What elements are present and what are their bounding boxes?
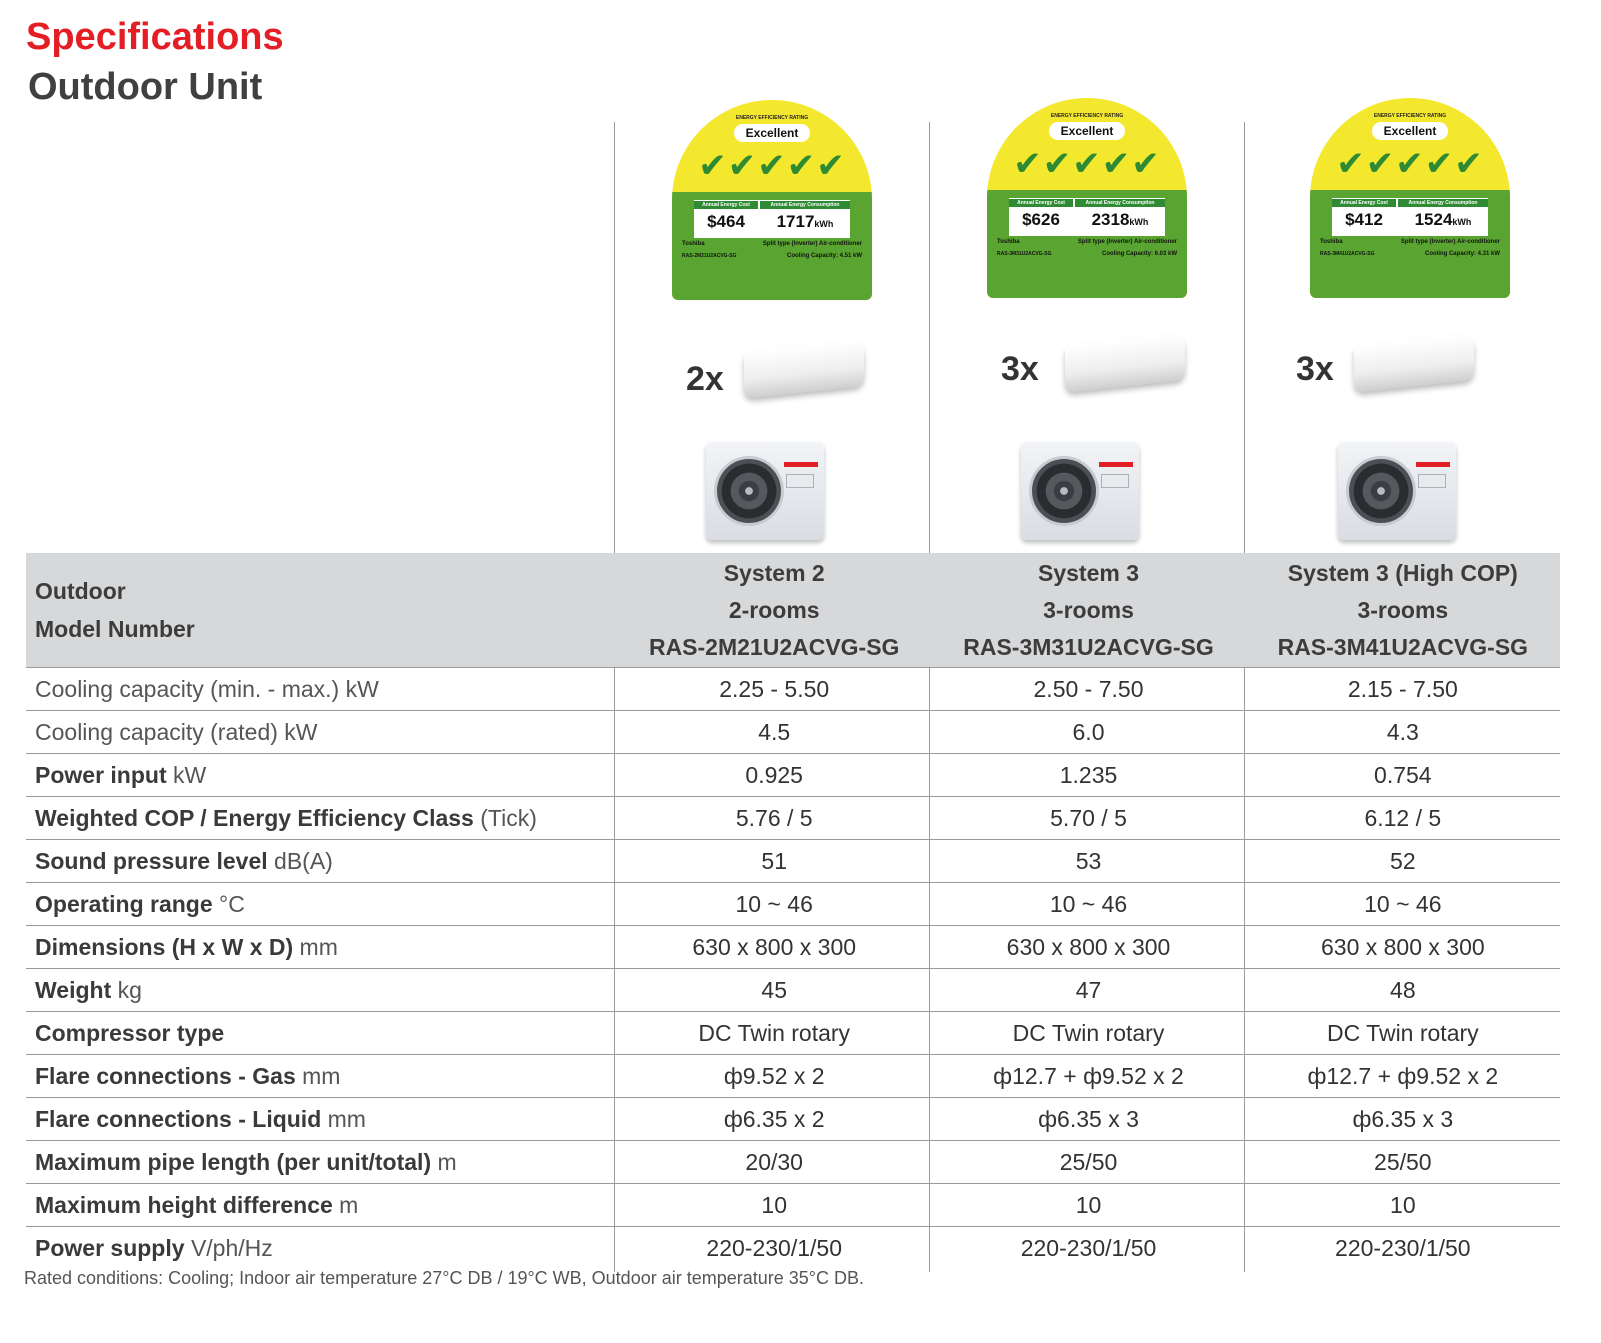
indoor-unit-quantity: 3x bbox=[1001, 350, 1039, 388]
header-system-3: System 3 3-rooms RAS-3M31U2ACVG-SG bbox=[963, 559, 1214, 660]
row-label: Cooling capacity (min. - max.) kW bbox=[26, 668, 617, 711]
table-cell: 1.235 bbox=[931, 754, 1245, 797]
row-label: Cooling capacity (rated) kW bbox=[26, 711, 617, 754]
indoor-unit-image bbox=[744, 346, 864, 401]
table-cell: 6.12 / 5 bbox=[1246, 797, 1560, 840]
table-cell: 5.70 / 5 bbox=[931, 797, 1245, 840]
footnote: Rated conditions: Cooling; Indoor air temperature 27°C DB / 19°C WB, Outdoor air temperature 35°C DB. bbox=[24, 1268, 864, 1288]
table-cell: 51 bbox=[617, 840, 931, 883]
row-label: Maximum pipe length (per unit/total) m bbox=[26, 1141, 617, 1184]
table-cell: ф12.7 + ф9.52 x 2 bbox=[931, 1055, 1245, 1098]
table-row bbox=[26, 1141, 1560, 1184]
rating-badge: Excellent bbox=[1372, 122, 1448, 140]
header-system-3-high-cop: System 3 (High COP) 3-rooms RAS-3M41U2ACVG-SG bbox=[1277, 559, 1529, 660]
row-label: Weighted COP / Energy Efficiency Class (Tick) bbox=[26, 797, 617, 840]
table-cell: 630 x 800 x 300 bbox=[1246, 926, 1560, 969]
table-cell: 5.76 / 5 bbox=[617, 797, 931, 840]
annual-energy-consumption: 2318kWh bbox=[1091, 210, 1149, 229]
indoor-unit-quantity: 3x bbox=[1296, 350, 1334, 388]
table-cell: ф6.35 x 3 bbox=[1246, 1098, 1560, 1141]
table-cell: 45 bbox=[617, 969, 931, 1012]
specifications-table-body bbox=[26, 668, 1560, 1270]
indoor-unit-quantity: 2x bbox=[686, 360, 724, 398]
indoor-unit-image bbox=[1065, 340, 1185, 395]
table-row bbox=[26, 1012, 1560, 1055]
table-cell: 220-230/1/50 bbox=[617, 1227, 931, 1270]
product-column-3 bbox=[1246, 88, 1566, 568]
table-cell: 10 bbox=[1246, 1184, 1560, 1227]
table-row bbox=[26, 840, 1560, 883]
energy-rating-label: ENERGY EFFICIENCY RATING Excellent ✔✔✔✔✔ Annual Energy Cost Annual Energy Consumption $626 2318kWh Toshiba Split type (Inverter) Air-conditioner RAS-3M31U2ACVG-SG Cooling Capacity: 6.03 kW bbox=[987, 98, 1187, 298]
table-cell: 53 bbox=[931, 840, 1245, 883]
rating-badge: Excellent bbox=[1049, 122, 1125, 140]
row-label: Operating range °C bbox=[26, 883, 617, 926]
table-cell: 630 x 800 x 300 bbox=[931, 926, 1245, 969]
header-system-2: System 2 2-rooms RAS-2M21U2ACVG-SG bbox=[648, 559, 900, 660]
tick-marks-icon: ✔✔✔✔✔ bbox=[1336, 145, 1484, 183]
row-label: Dimensions (H x W x D) mm bbox=[26, 926, 617, 969]
table-cell: 6.0 bbox=[931, 711, 1245, 754]
table-row bbox=[26, 1098, 1560, 1141]
table-cell: 25/50 bbox=[1246, 1141, 1560, 1184]
table-cell: 4.5 bbox=[617, 711, 931, 754]
table-cell: 48 bbox=[1246, 969, 1560, 1012]
table-row bbox=[26, 1184, 1560, 1227]
rating-badge: Excellent bbox=[734, 124, 810, 142]
energy-rating-label: ENERGY EFFICIENCY RATING Excellent ✔✔✔✔✔ Annual Energy Cost Annual Energy Consumption $412 1524kWh Toshiba Split type (Inverter) Air-conditioner RAS-3M41U2ACVG-SG Cooling Capacity: 4.31 kW bbox=[1310, 98, 1510, 298]
outdoor-unit-image bbox=[1021, 442, 1139, 540]
table-cell: ф12.7 + ф9.52 x 2 bbox=[1246, 1055, 1560, 1098]
fan-icon bbox=[714, 456, 784, 526]
table-cell: 220-230/1/50 bbox=[1246, 1227, 1560, 1270]
row-label: Power supply V/ph/Hz bbox=[26, 1227, 617, 1270]
row-label: Power input kW bbox=[26, 754, 617, 797]
annual-energy-consumption: 1717kWh bbox=[776, 212, 834, 231]
table-cell: 630 x 800 x 300 bbox=[617, 926, 931, 969]
table-cell: 10 bbox=[617, 1184, 931, 1227]
header-label-cell: Outdoor Model Number bbox=[35, 578, 195, 642]
table-cell: 10 ~ 46 bbox=[931, 883, 1245, 926]
table-row bbox=[26, 1227, 1560, 1270]
table-cell: DC Twin rotary bbox=[931, 1012, 1245, 1055]
table-cell: 25/50 bbox=[931, 1141, 1245, 1184]
annual-energy-consumption: 1524kWh bbox=[1414, 210, 1472, 229]
table-cell: 0.925 bbox=[617, 754, 931, 797]
table-cell: DC Twin rotary bbox=[1246, 1012, 1560, 1055]
table-row bbox=[26, 926, 1560, 969]
row-label: Weight kg bbox=[26, 969, 617, 1012]
annual-energy-cost: $412 bbox=[1345, 210, 1383, 229]
table-cell: 2.25 - 5.50 bbox=[617, 668, 931, 711]
tick-marks-icon: ✔✔✔✔✔ bbox=[1013, 145, 1161, 183]
row-label: Maximum height difference m bbox=[26, 1184, 617, 1227]
table-row bbox=[26, 1055, 1560, 1098]
table-row bbox=[26, 969, 1560, 1012]
table-cell: ф6.35 x 2 bbox=[617, 1098, 931, 1141]
outdoor-unit-image bbox=[1338, 442, 1456, 540]
table-cell: 220-230/1/50 bbox=[931, 1227, 1245, 1270]
table-cell: 20/30 bbox=[617, 1141, 931, 1184]
table-cell: DC Twin rotary bbox=[617, 1012, 931, 1055]
table-cell: 4.3 bbox=[1246, 711, 1560, 754]
product-column-1 bbox=[616, 88, 936, 568]
fan-icon bbox=[1029, 456, 1099, 526]
table-cell: ф9.52 x 2 bbox=[617, 1055, 931, 1098]
table-cell: 52 bbox=[1246, 840, 1560, 883]
table-cell: 10 bbox=[931, 1184, 1245, 1227]
row-label: Flare connections - Gas mm bbox=[26, 1055, 617, 1098]
table-cell: 47 bbox=[931, 969, 1245, 1012]
row-label: Sound pressure level dB(A) bbox=[26, 840, 617, 883]
product-column-2 bbox=[931, 88, 1251, 568]
table-cell: 10 ~ 46 bbox=[1246, 883, 1560, 926]
outdoor-unit-image bbox=[706, 442, 824, 540]
specifications-table bbox=[26, 553, 1560, 1269]
annual-energy-cost: $626 bbox=[1022, 210, 1060, 229]
fan-icon bbox=[1346, 456, 1416, 526]
table-cell: 0.754 bbox=[1246, 754, 1560, 797]
page-title: Specifications bbox=[26, 16, 284, 58]
table-row bbox=[26, 711, 1560, 754]
row-label: Compressor type bbox=[26, 1012, 617, 1055]
tick-marks-icon: ✔✔✔✔✔ bbox=[698, 147, 846, 185]
indoor-unit-image bbox=[1354, 340, 1474, 395]
table-header-row bbox=[26, 553, 1560, 668]
table-row bbox=[26, 754, 1560, 797]
table-cell: 10 ~ 46 bbox=[617, 883, 931, 926]
row-label: Flare connections - Liquid mm bbox=[26, 1098, 617, 1141]
table-row bbox=[26, 797, 1560, 840]
annual-energy-cost: $464 bbox=[707, 212, 745, 231]
table-row bbox=[26, 883, 1560, 926]
table-cell: 2.15 - 7.50 bbox=[1246, 668, 1560, 711]
table-cell: 2.50 - 7.50 bbox=[931, 668, 1245, 711]
table-cell: ф6.35 x 3 bbox=[931, 1098, 1245, 1141]
table-row bbox=[26, 668, 1560, 711]
energy-rating-label: ENERGY EFFICIENCY RATING Excellent ✔✔✔✔✔ Annual Energy Cost Annual Energy Consumption $464 1717kWh Toshiba Split type (Inverter) Air-conditioner RAS-2M21U2ACVG-SG Cooling Capacity: 4.51 kW bbox=[672, 100, 872, 300]
page-subtitle: Outdoor Unit bbox=[28, 66, 263, 108]
